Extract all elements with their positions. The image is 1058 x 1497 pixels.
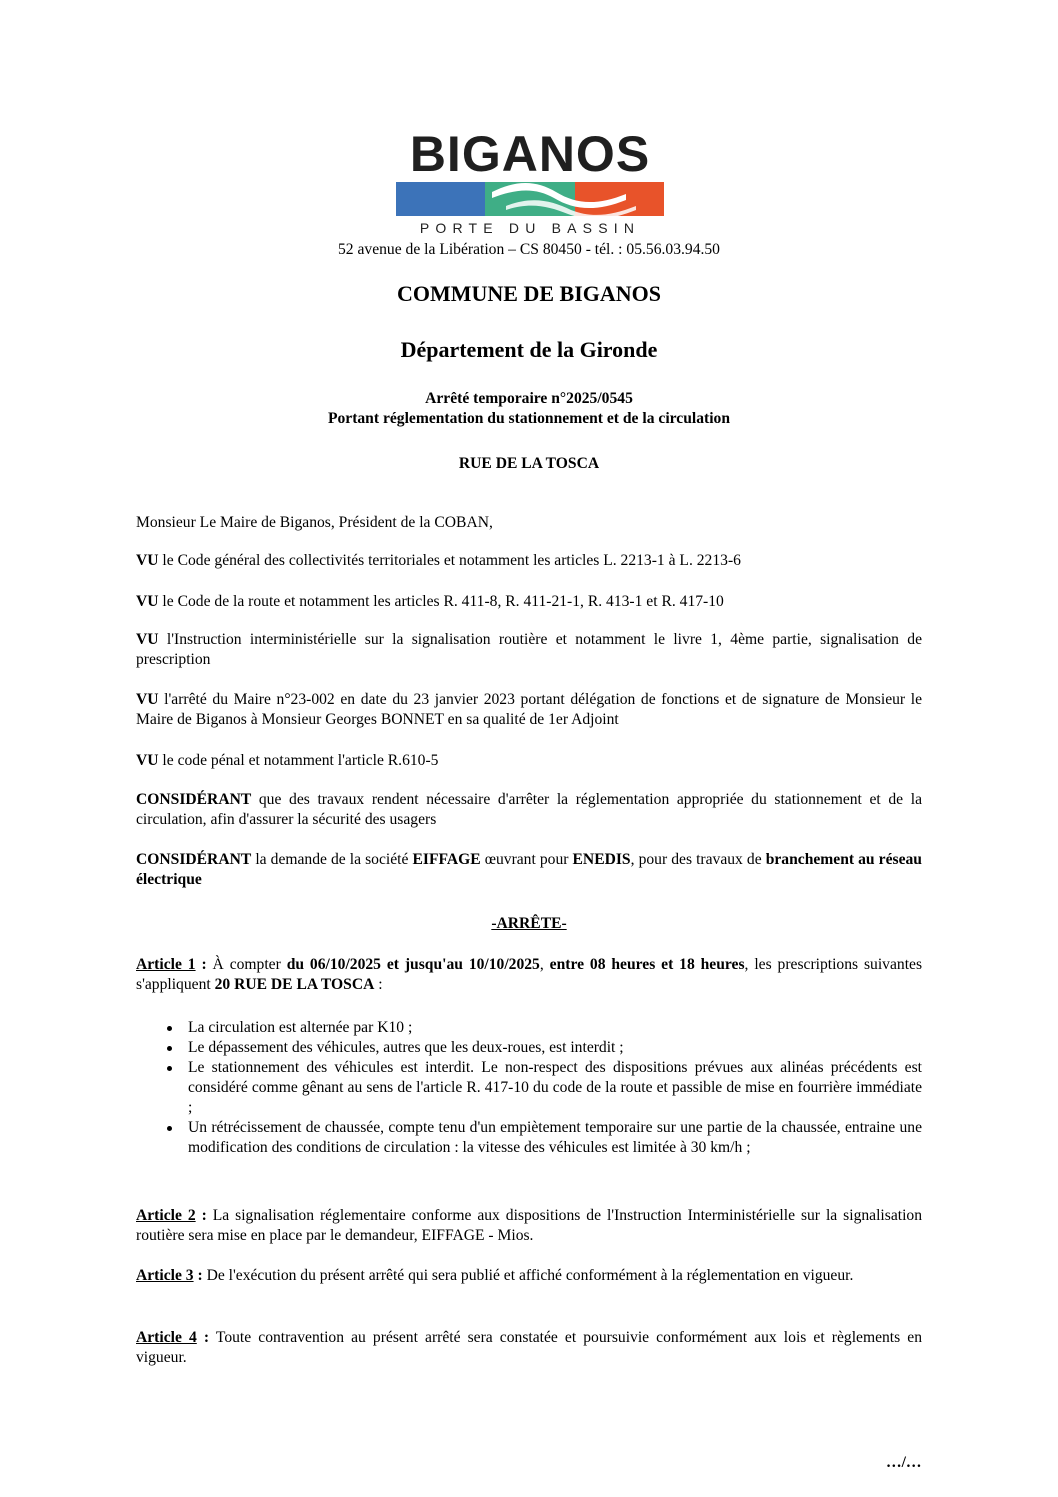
vu-paragraph — [136, 551, 922, 571]
considerant-text: la demande de la société — [251, 851, 413, 868]
considerant-text: que des travaux rendent nécessaire d'arrêter la réglementation appropriée du stationnement et de la circulation, afin d'assurer la sécurité des usagers — [136, 791, 922, 828]
client-name: ENEDIS — [572, 851, 631, 868]
vu-label: VU — [136, 691, 159, 708]
list-item: La circulation est alternée par K10 ; — [136, 1018, 922, 1038]
biganos-logo — [396, 126, 664, 240]
vu-label: VU — [136, 752, 159, 769]
intro-paragraph: Monsieur Le Maire de Biganos, Président de la COBAN, — [136, 514, 493, 531]
list-item: Un rétrécissement de chaussée, compte tenu d'un empiètement temporaire sur une partie de la chaussée, entraine une modification des conditions de circulation : la vitesse des véhicules est limitée à 30 km/h ; — [136, 1118, 922, 1158]
considerant-paragraph — [136, 850, 922, 890]
company-name: EIFFAGE — [412, 851, 481, 868]
vu-text: le code pénal et notamment l'article R.610-5 — [158, 752, 439, 769]
article-text: La signalisation réglementaire conforme aux dispositions de l'Instruction Interministérielle sur la signalisation routière sera mise en place par le demandeur, EIFFAGE - Mios. — [136, 1207, 923, 1244]
commune-title: COMMUNE DE BIGANOS — [396, 281, 661, 306]
vu-label: VU — [136, 552, 159, 569]
vu-label: VU — [136, 593, 159, 610]
article-label: Article 4 — [136, 1329, 197, 1346]
street-name: RUE DE LA TOSCA — [458, 455, 600, 472]
article-3 — [136, 1266, 922, 1286]
logo-color-bands — [396, 182, 664, 216]
vu-paragraph — [136, 630, 922, 670]
vu-label: VU — [136, 631, 159, 648]
vu-text: l'arrêté du Maire n°23-002 en date du 23 janvier 2023 portant délégation de fonctions et de signature de Monsieur le Maire de Biganos à Monsieur Georges BONNET en sa qualité de 1er Adjoint — [136, 691, 922, 728]
arrete-heading: -ARRÊTE- — [491, 915, 567, 932]
logo-wordmark: BIGANOS — [409, 126, 651, 182]
article-label: Article 3 — [136, 1267, 194, 1284]
logo-tagline: PORTE DU BASSIN — [419, 220, 641, 236]
article-text: À compter — [206, 956, 287, 973]
considerant-paragraph — [136, 790, 922, 830]
article-colon: : — [193, 1267, 203, 1284]
considerant-label: CONSIDÉRANT — [136, 851, 252, 868]
article-label: Article 1 — [136, 956, 196, 973]
article-colon: : — [195, 956, 207, 973]
article-4 — [136, 1328, 922, 1368]
article-colon: : — [195, 1207, 207, 1224]
departement-title: Département de la Gironde — [400, 337, 658, 362]
article-1 — [136, 955, 922, 995]
vu-text: le Code général des collectivités territoriales et notamment les articles L. 2213-1 à L. 2213-6 — [158, 552, 741, 569]
date-range: du 06/10/2025 et jusqu'au 10/10/2025 — [286, 956, 540, 973]
list-item: Le stationnement des véhicules est interdit. Le non-respect des dispositions prévues aux alinéas précédents est considéré comme gênant au sens de l'article R. 417-10 du code de la route et passible de mise en fourrière immédiate ; — [136, 1058, 922, 1118]
vu-paragraph — [136, 690, 922, 730]
vu-text: l'Instruction interministérielle sur la signalisation routière et notamment le livre 1, 4ème partie, signalisation de prescription — [136, 631, 922, 668]
arrete-subject: Portant réglementation du stationnement et de la circulation — [327, 410, 731, 427]
time-range: entre 08 heures et 18 heures — [549, 956, 745, 973]
article-text: Toute contravention au présent arrêté sera constatée et poursuivie conformément aux lois et règlements en vigueur. — [136, 1329, 923, 1366]
arrete-number: Arrêté temporaire n°2025/0545 — [425, 390, 633, 407]
works-description: branchement au réseau électrique — [136, 851, 922, 888]
article-label: Article 2 — [136, 1207, 196, 1224]
prescriptions-list — [136, 1018, 922, 1158]
article-text: : — [374, 976, 383, 993]
article-text: De l'exécution du présent arrêté qui sera publié et affiché conformément à la réglementation en vigueur. — [202, 1267, 854, 1284]
article-2 — [136, 1206, 922, 1246]
vu-paragraph — [136, 592, 922, 612]
considerant-text: , pour des travaux de — [630, 851, 766, 868]
vu-paragraph — [136, 751, 922, 771]
considerant-label: CONSIDÉRANT — [136, 791, 252, 808]
list-item: Le dépassement des véhicules, autres que les deux-roues, est interdit ; — [136, 1038, 922, 1058]
considerant-text: œuvrant pour — [480, 851, 573, 868]
article-text: , — [539, 956, 550, 973]
location: 20 RUE DE LA TOSCA — [214, 976, 375, 993]
vu-text: le Code de la route et notamment les articles R. 411-8, R. 411-21-1, R. 413-1 et R. 417-10 — [158, 593, 724, 610]
article-colon: : — [196, 1329, 210, 1346]
continuation-mark: …/… — [886, 1454, 922, 1471]
address-line: 52 avenue de la Libération – CS 80450 - tél. : 05.56.03.94.50 — [338, 241, 720, 258]
article-text: , les prescriptions suivantes s'appliquent — [136, 956, 923, 993]
